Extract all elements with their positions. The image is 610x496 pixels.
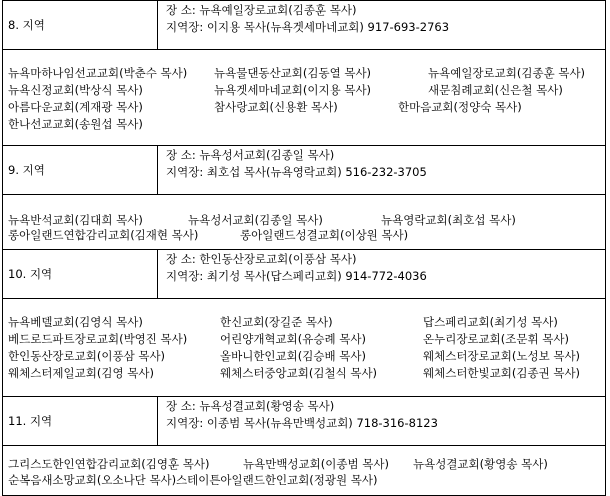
church-item: 순복음새소망교회(오소나단 목사) <box>8 473 177 487</box>
church-item: 웨체스터중앙교회(김철식 목사) <box>220 366 378 380</box>
region-11-leader: 지역장: 이종범 목사(뉴욕만백성교회) 718-316-8123 <box>166 416 438 430</box>
church-item: 웨체스터장로교회(노성보 목사) <box>423 349 581 363</box>
church-item: 한나선교교회(송원섭 목사) <box>8 117 143 131</box>
church-item: 어린양개혁교회(유승례 목사) <box>220 332 366 346</box>
church-item: 한인동산장로교회(이풍삼 목사) <box>8 349 166 363</box>
church-item: 뉴욕겟세마네교회(이지용 목사) <box>214 83 372 97</box>
church-item: 올바니한인교회(김승배 목사) <box>220 349 366 363</box>
church-item: 새문침례교회(신은철 목사) <box>428 83 563 97</box>
region-10-label: 10. 지역 <box>3 250 158 298</box>
region-8-churches <box>3 50 605 146</box>
church-item: 아름다운교회(계재광 목사) <box>8 100 143 114</box>
church-item: 웨체스터한빛교회(김종권 목사) <box>423 366 581 380</box>
church-item: 롱아일랜드연합감리교회(김재현 목사) <box>8 228 199 242</box>
region-9-venue: 장 소: 뉴욕성서교회(김종일 목사) <box>166 148 335 162</box>
region-11-churches <box>3 446 605 495</box>
region-10-header <box>3 250 605 299</box>
region-8-venue: 장 소: 뉴욕예일장로교회(김종훈 목사) <box>166 3 357 17</box>
region-9-info <box>158 146 605 194</box>
church-item: 뉴욕영락교회(최호섭 목사) <box>381 213 516 227</box>
church-item: 뉴욕만백성교회(이종범 목사) <box>243 457 389 471</box>
church-item: 한마음교회(정양숙 목사) <box>398 100 522 114</box>
region-10-info <box>158 250 605 298</box>
region-11-info <box>158 397 605 445</box>
church-item: 뉴욕신정교회(박상식 목사) <box>8 83 143 97</box>
region-8-info <box>158 1 605 49</box>
region-9-label: 9. 지역 <box>3 146 158 194</box>
church-item: 한신교회(장길준 목사) <box>220 315 333 329</box>
church-item: 롱아일랜드성결교회(이상원 목사) <box>240 228 409 242</box>
church-item: 뉴욕성결교회(황영송 목사) <box>413 457 548 471</box>
church-item: 그리스도한인연합감리교회(김영훈 목사) <box>8 457 210 471</box>
region-11-label: 11. 지역 <box>3 397 158 445</box>
region-9-leader: 지역장: 최호섭 목사(뉴욕영락교회) 516-232-3705 <box>166 165 427 179</box>
church-item: 뉴욕물댄동산교회(김동열 목사) <box>214 66 372 80</box>
church-item: 답스페리교회(최기성 목사) <box>423 315 558 329</box>
church-item: 베드로드파트장로교회(박영진 목사) <box>8 332 188 346</box>
region-10-leader: 지역장: 최기성 목사(답스페리교회) 914-772-4036 <box>166 269 427 283</box>
region-8-label: 8. 지역 <box>3 1 158 49</box>
region-11-header <box>3 397 605 446</box>
church-item: 뉴욕마하나임선교교회(박춘수 목사) <box>8 66 188 80</box>
church-item: 뉴욕베델교회(김영식 목사) <box>8 315 143 329</box>
church-item: 참사랑교회(신용환 목사) <box>214 100 338 114</box>
region-10-venue: 장 소: 한인동산장로교회(이풍삼 목사) <box>166 252 357 266</box>
region-8-leader: 지역장: 이지용 목사(뉴욕겟세마네교회) 917-693-2763 <box>166 20 450 34</box>
church-item: 뉴욕성서교회(김종일 목사) <box>188 213 323 227</box>
church-item: 뉴욕반석교회(김대희 목사) <box>8 213 143 227</box>
region-10-churches <box>3 299 605 397</box>
church-item: 온누리장로교회(조문휘 목사) <box>423 332 569 346</box>
region-9-header <box>3 146 605 195</box>
region-11-venue: 장 소: 뉴욕성결교회(황영송 목사) <box>166 399 335 413</box>
region-8-header <box>3 1 605 50</box>
region-9-churches <box>3 195 605 250</box>
church-item: 웨체스터제일교회(김영 목사) <box>8 366 154 380</box>
church-item: 스테이튼아일랜드한인교회(정광원 목사) <box>176 473 378 487</box>
region-table <box>2 0 606 496</box>
church-item: 뉴욕예일장로교회(김종훈 목사) <box>428 66 586 80</box>
